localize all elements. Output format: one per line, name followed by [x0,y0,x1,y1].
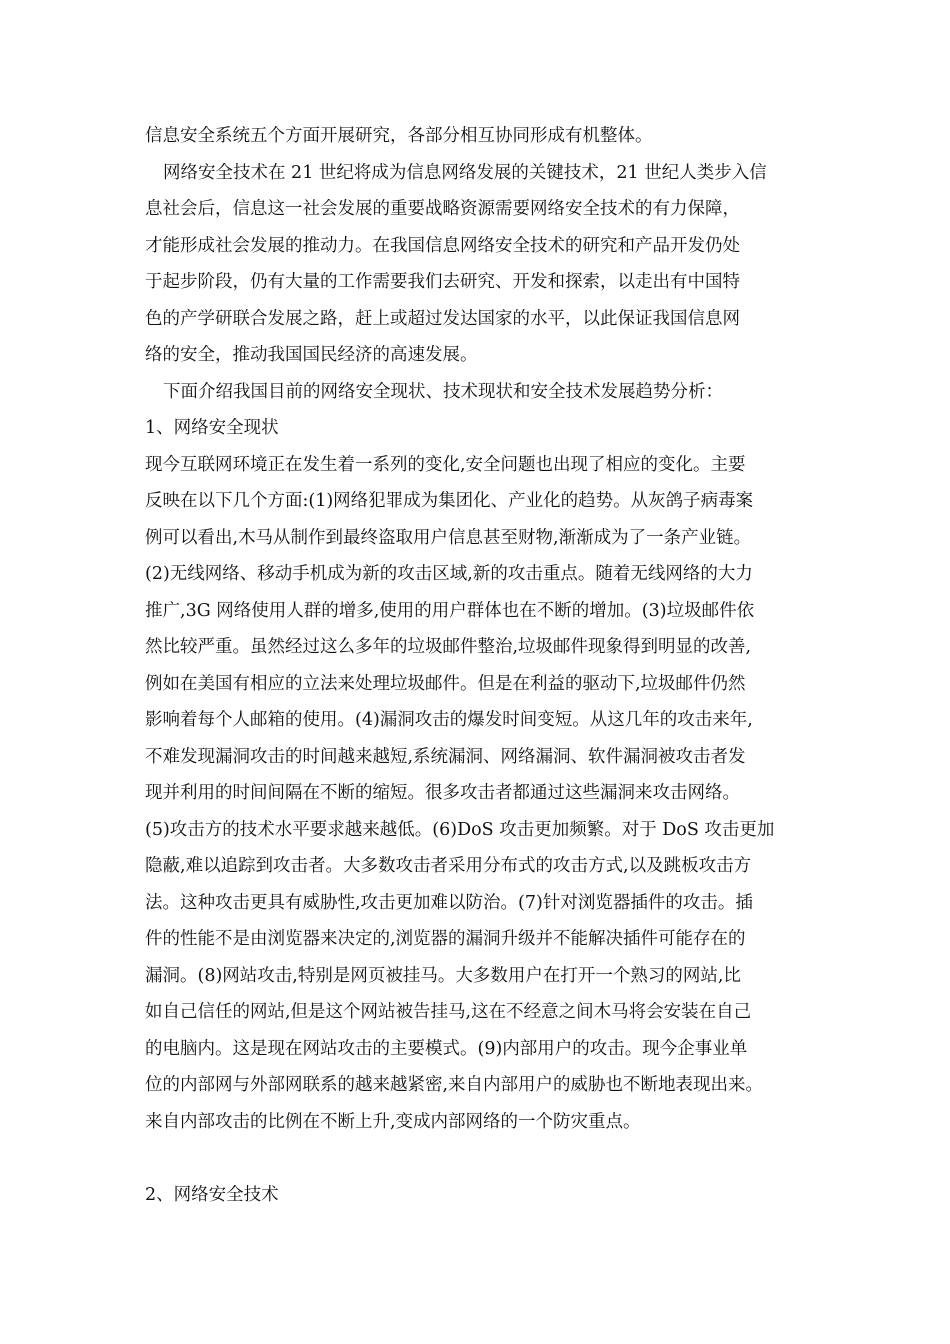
text-line: 影响着每个人邮箱的使用。(4)漏洞攻击的爆发时间变短。从这几年的攻击来年, [145,710,753,730]
text-line: (2)无线网络、移动手机成为新的攻击区域,新的攻击重点。随着无线网络的大力 [145,564,753,584]
paragraph-intro-end [145,118,815,155]
text-line: 件的性能不是由浏览器来决定的,浏览器的漏洞升级并不能解决插件可能存在的 [145,929,746,949]
text-line: 现今互联网环境正在发生着一系列的变化,安全问题也出现了相应的变化。主要 [145,454,746,475]
text-line: 信息安全系统五个方面开展研究，各部分相互协同形成有机整体。 [145,126,653,146]
text-line: 色的产学研联合发展之路，赶上或超过发达国家的水平，以此保证我国信息网 [145,308,740,329]
text-line: 然比较严重。虽然经过这么多年的垃圾邮件整治,垃圾邮件现象得到明显的改善, [145,637,752,657]
text-line: 法。这种攻击更具有威胁性,攻击更加难以防治。(7)针对浏览器插件的攻击。插 [145,892,753,913]
text-line: 络的安全，推动我国国民经济的高速发展。 [145,345,478,365]
blank-line [145,1140,815,1177]
paragraph-overview [145,374,815,411]
section-heading-2 [145,1177,815,1214]
text-line: 推广,3G 网络使用人群的增多,使用的用户群体也在不断的增加。(3)垃圾邮件依 [145,600,755,621]
text-line: 于起步阶段，仍有大量的工作需要我们去研究、开发和探索，以走出有中国特 [145,272,740,292]
section-heading-1 [145,410,815,447]
text-line: 的电脑内。这是现在网站攻击的主要模式。(9)内部用户的攻击。现今企事业单 [145,1038,748,1059]
text-line: 隐蔽,难以追踪到攻击者。大多数攻击者采用分布式的攻击方式,以及跳板攻击方 [145,856,752,876]
text-line: 例如在美国有相应的立法来处理垃圾邮件。但是在利益的驱动下,垃圾邮件仍然 [145,673,746,694]
document-page [145,118,815,1213]
text-line: 下面介绍我国目前的网络安全现状、技术现状和安全技术发展趋势分析： [163,381,723,402]
text-line: 网络安全技术在 21 世纪将成为信息网络发展的关键技术，21 世纪人类步入信 [163,162,767,183]
text-line: 反映在以下几个方面:(1)网络犯罪成为集团化、产业化的趋势。从灰鸽子病毒案 [145,491,754,511]
text-line: 例可以看出,木马从制作到最终盗取用户信息甚至财物,渐渐成为了一条产业链。 [145,527,752,548]
text-line: 不难发现漏洞攻击的时间越来越短,系统漏洞、网络漏洞、软件漏洞被攻击者发 [145,746,746,767]
text-line: 位的内部网与外部网联系的越来越紧密,来自内部用户的威胁也不断地表现出来。 [145,1075,764,1095]
heading-text: 2、网络安全技术 [145,1184,279,1205]
text-line: 来自内部攻击的比例在不断上升,变成内部网络的一个防灾重点。 [145,1111,641,1132]
text-line: 才能形成社会发展的推动力。在我国信息网络安全技术的研究和产品开发仍处 [145,235,740,256]
text-line: 如自己信任的网站,但是这个网站被告挂马,这在不经意之间木马将会安装在自己 [145,1002,752,1022]
text-line: 漏洞。(8)网站攻击,特别是网页被挂马。大多数用户在打开一个熟习的网站,比 [145,965,741,986]
text-line: 息社会后，信息这一社会发展的重要战略资源需要网络安全技术的有力保障， [145,199,740,219]
text-line: 现并利用的时间间隔在不断的缩短。很多攻击者都通过这些漏洞来攻击网络。 [145,783,740,803]
paragraph-network-security-importance [145,155,815,374]
paragraph-security-status [145,447,815,1141]
heading-text: 1、网络安全现状 [145,418,279,438]
text-line: (5)攻击方的技术水平要求越来越低。(6)DoS 攻击更加频繁。对于 DoS 攻击更加 [145,819,775,840]
